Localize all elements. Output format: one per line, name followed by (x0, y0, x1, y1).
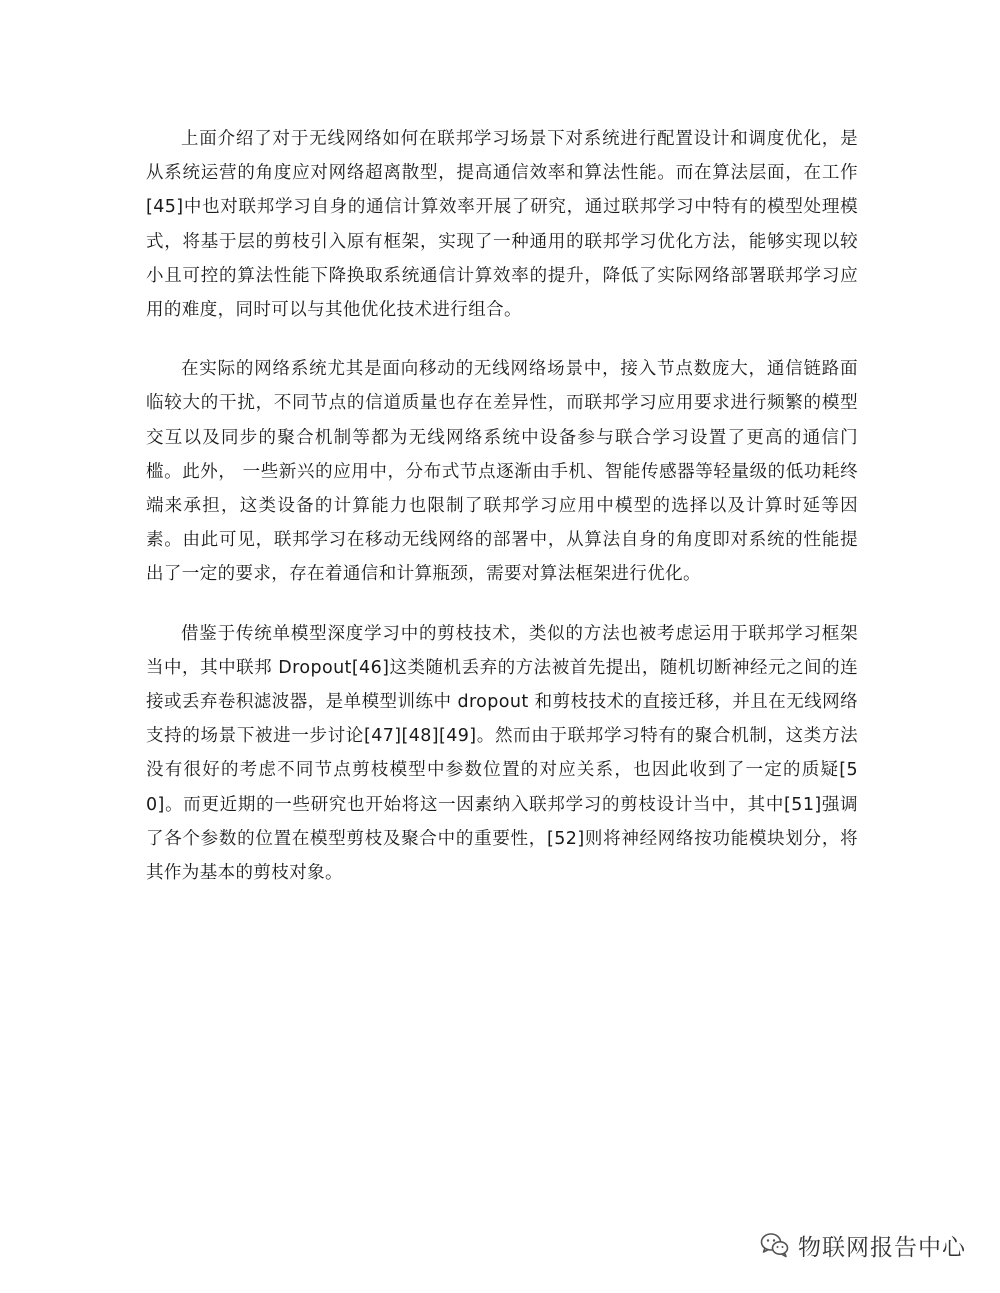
wechat-icon (760, 1232, 790, 1258)
paragraph-3: 借鉴于传统单模型深度学习中的剪枝技术，类似的方法也被考虑运用于联邦学习框架当中，其中联邦 Dropout[46]这类随机丢弃的方法被首先提出，随机切断神经元之间的连接或丢弃卷积滤波器，是单模型训练中 dropout 和剪枝技术的直接迁移，并且在无线网络支持的场景下被进一步讨论[47][48][49]。然而由于联邦学习特有的聚合机制，这类方法没有很好的考虑不同节点剪枝模型中参数位置的对应关系，也因此收到了一定的质疑[50]。而更近期的一些研究也开始将这一因素纳入联邦学习的剪枝设计当中，其中[51]强调了各个参数的位置在模型剪枝及聚合中的重要性，[52]则将神经网络按功能模块划分，将其作为基本的剪枝对象。 (146, 623, 858, 884)
article-body (146, 122, 858, 915)
watermark (760, 1229, 966, 1261)
paragraph-2: 在实际的网络系统尤其是面向移动的无线网络场景中，接入节点数庞大，通信链路面临较大的干扰，不同节点的信道质量也存在差异性，而联邦学习应用要求进行频繁的模型交互以及同步的聚合机制等都为无线网络系统中设备参与联合学习设置了更高的通信门槛。此外， 一些新兴的应用中，分布式节点逐渐由手机、智能传感器等轻量级的低功耗终端来承担，这类设备的计算能力也限制了联邦学习应用中模型的选择以及计算时延等因素。由此可见，联邦学习在移动无线网络的部署中，从算法自身的角度即对系统的性能提出了一定的要求，存在着通信和计算瓶颈，需要对算法框架进行优化。 (146, 359, 858, 585)
paragraph-1: 上面介绍了对于无线网络如何在联邦学习场景下对系统进行配置设计和调度优化，是从系统运营的角度应对网络超离散型，提高通信效率和算法性能。而在算法层面，在工作[45]中也对联邦学习自身的通信计算效率开展了研究，通过联邦学习中特有的模型处理模式，将基于层的剪枝引入原有框架，实现了一种通用的联邦学习优化方法，能够实现以较小且可控的算法性能下降换取系统通信计算效率的提升，降低了实际网络部署联邦学习应用的难度，同时可以与其他优化技术进行组合。 (146, 129, 858, 321)
watermark-text: 物联网报告中心 (798, 1234, 966, 1261)
